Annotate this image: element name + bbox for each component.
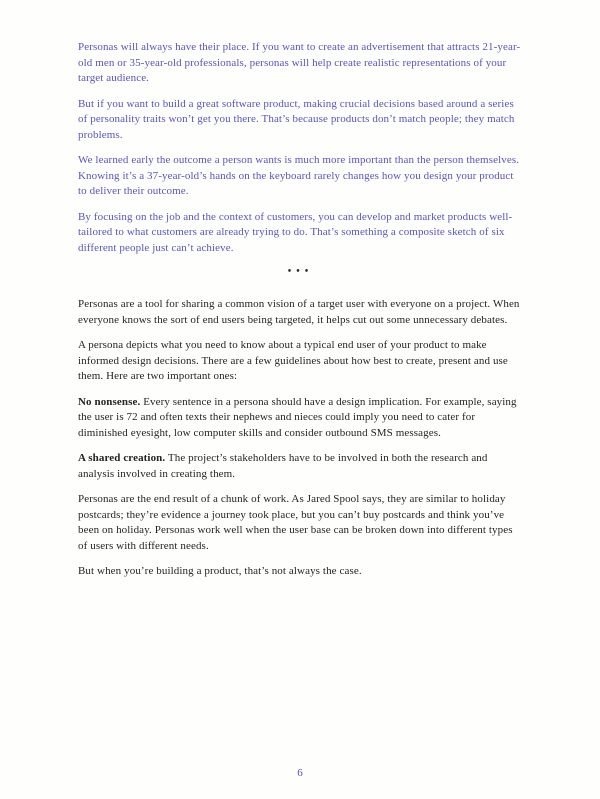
guideline-lead: A shared creation. — [78, 452, 166, 464]
body-paragraph: But when you’re building a product, that’s not always the case. — [78, 565, 362, 577]
accent-paragraph: But if you want to build a great software product, making crucial decisions based around a series of personality traits won’t get you there. That’s because products don’t match people; they match problems. — [78, 97, 515, 141]
guideline-paragraph — [78, 451, 523, 482]
accent-paragraph: By focusing on the job and the context of customers, you can develop and market products well-tailored to what customers are already trying to do. That’s something a composite sketch of six different people just can’t achieve. — [78, 210, 513, 254]
body-paragraph: A persona depicts what you need to know about a typical end user of your product to make informed design decisions. There are a few guidelines about how best to create, present and use them. Here are two important ones: — [78, 339, 508, 382]
accent-paragraph: Personas will always have their place. If you want to create an advertisement that attracts 21-year-old men or 35-year-old professionals, personas will help create realistic representations of your target audience. — [78, 41, 521, 84]
guideline-paragraph — [78, 395, 523, 442]
guideline-lead: No nonsense. — [78, 395, 141, 408]
guideline-text: The project’s stakeholders have to be involved in both the research and analysis involved in creating them. — [78, 452, 488, 480]
section-divider: ••• — [287, 266, 314, 277]
body-paragraph: Personas are the end result of a chunk of work. As Jared Spool says, they are similar to holiday postcards; they’re evidence a journey took place, but you can’t buy postcards and think you’ve been on holiday. Personas work well when the user base can be broken down into different types of users with different needs. — [78, 493, 513, 552]
accent-paragraph: We learned early the outcome a person wants is much more important than the person themselves. Knowing it’s a 37-year-old’s hands on the keyboard rarely changes how you design your product to deliver their outcome. — [78, 154, 520, 197]
page-content — [78, 40, 523, 580]
body-paragraph: Personas are a tool for sharing a common vision of a target user with everyone on a project. When everyone knows the sort of end users being targeted, it helps cut out some unnecessary debates. — [78, 298, 520, 326]
page-number: 6 — [297, 767, 303, 779]
guideline-text: Every sentence in a persona should have a design implication. For example, saying the user is 72 and often texts their nephews and nieces could imply you need to cater for diminished eyesight, low computer skills and consider outbound SMS messages. — [78, 395, 517, 439]
